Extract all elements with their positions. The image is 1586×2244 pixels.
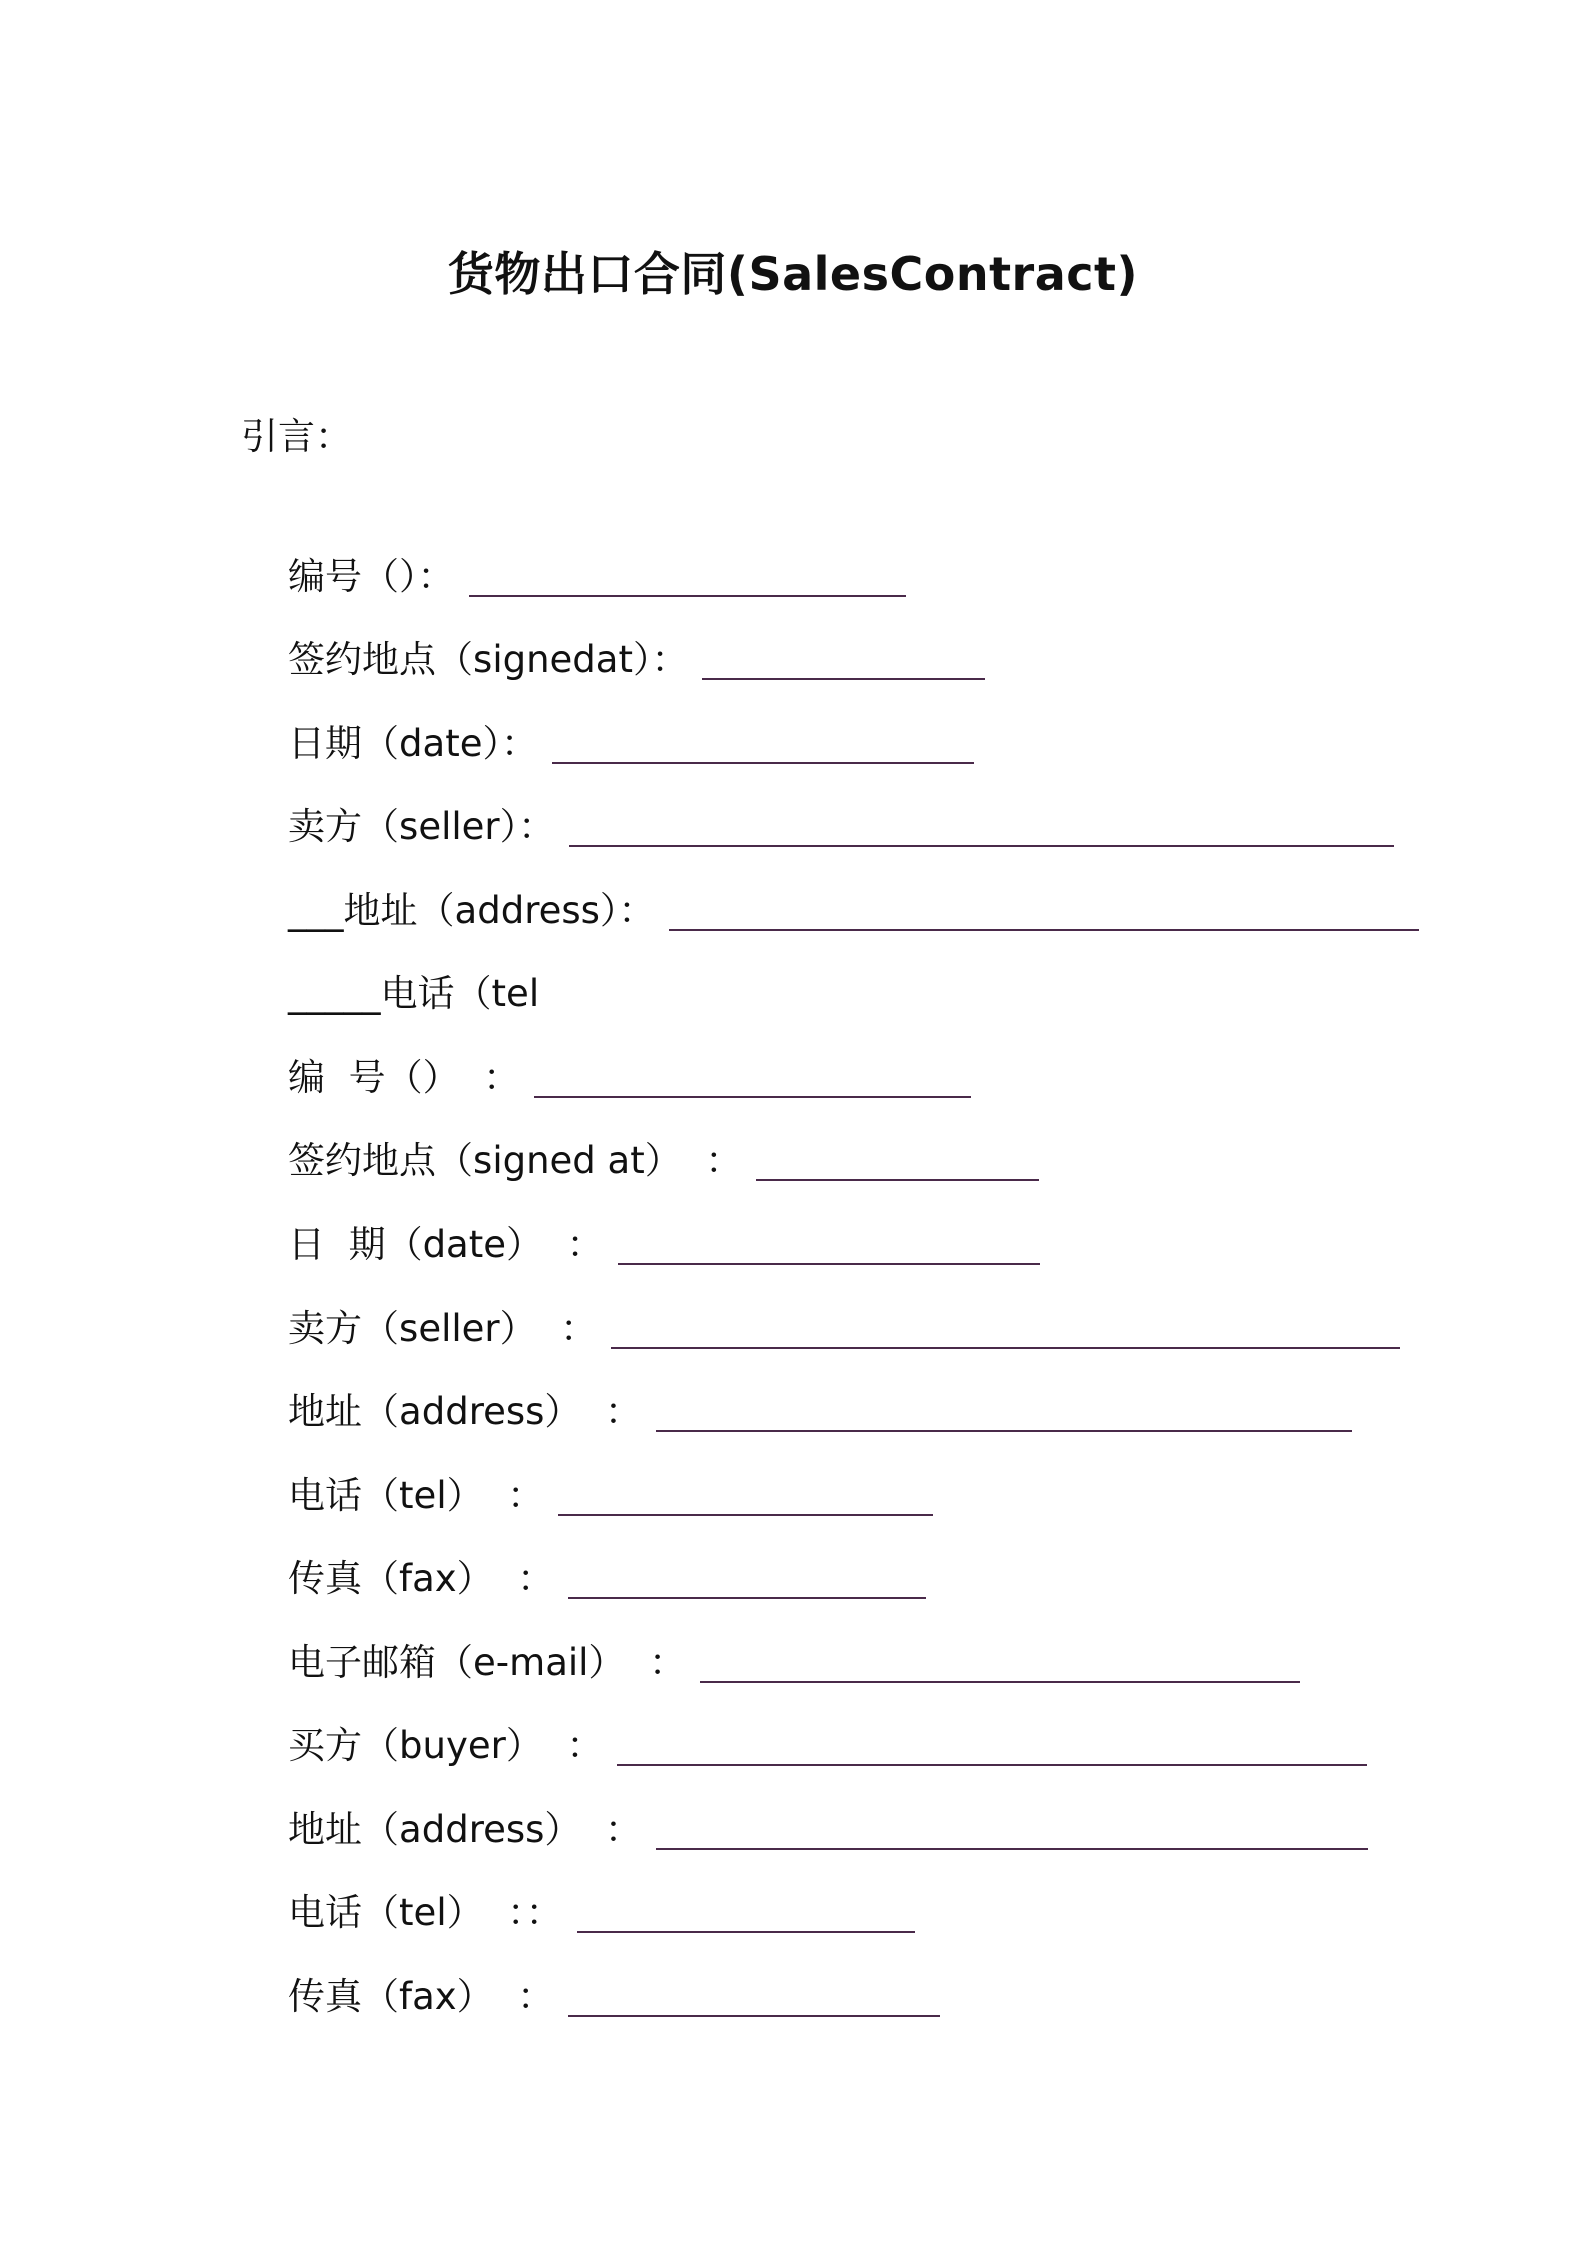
field-label: 编 号（） ： xyxy=(288,1056,521,1099)
field-label: 传真（fax） ： xyxy=(288,1557,555,1600)
field-label: 地址（address） ： xyxy=(288,1808,642,1851)
field-label: 电话（tel） ： xyxy=(288,1474,545,1517)
fill-in-blank[interactable] xyxy=(568,1973,940,2017)
fill-in-blank[interactable] xyxy=(669,887,1419,931)
field-label: 签约地点（signedat）： xyxy=(288,638,689,681)
field-label: 卖方（seller）： xyxy=(288,805,556,848)
field-buyer-fax xyxy=(241,1913,940,2081)
field-label: 签约地点（signed at） ： xyxy=(288,1139,743,1182)
field-label: 日 期（date） ： xyxy=(288,1223,604,1266)
document-title: 货物出口合同(SalesContract) xyxy=(447,246,1139,301)
field-label: 日期（date）： xyxy=(288,722,538,765)
intro-label: 引言： xyxy=(241,415,352,458)
field-label: 卖方（seller） ： xyxy=(288,1307,598,1350)
field-label: 电话（tel） ：： xyxy=(288,1891,563,1934)
field-label: 买方（buyer） ： xyxy=(288,1724,604,1767)
field-label: 电子邮箱（e-mail） ： xyxy=(288,1641,686,1684)
field-label: ___地址（address）： xyxy=(288,889,656,932)
field-label: 传真（fax） ： xyxy=(288,1975,555,2018)
field-label: _____电话（tel xyxy=(288,972,540,1015)
field-label: 编号（）： xyxy=(288,555,455,598)
field-label: 地址（address） ： xyxy=(288,1390,642,1433)
